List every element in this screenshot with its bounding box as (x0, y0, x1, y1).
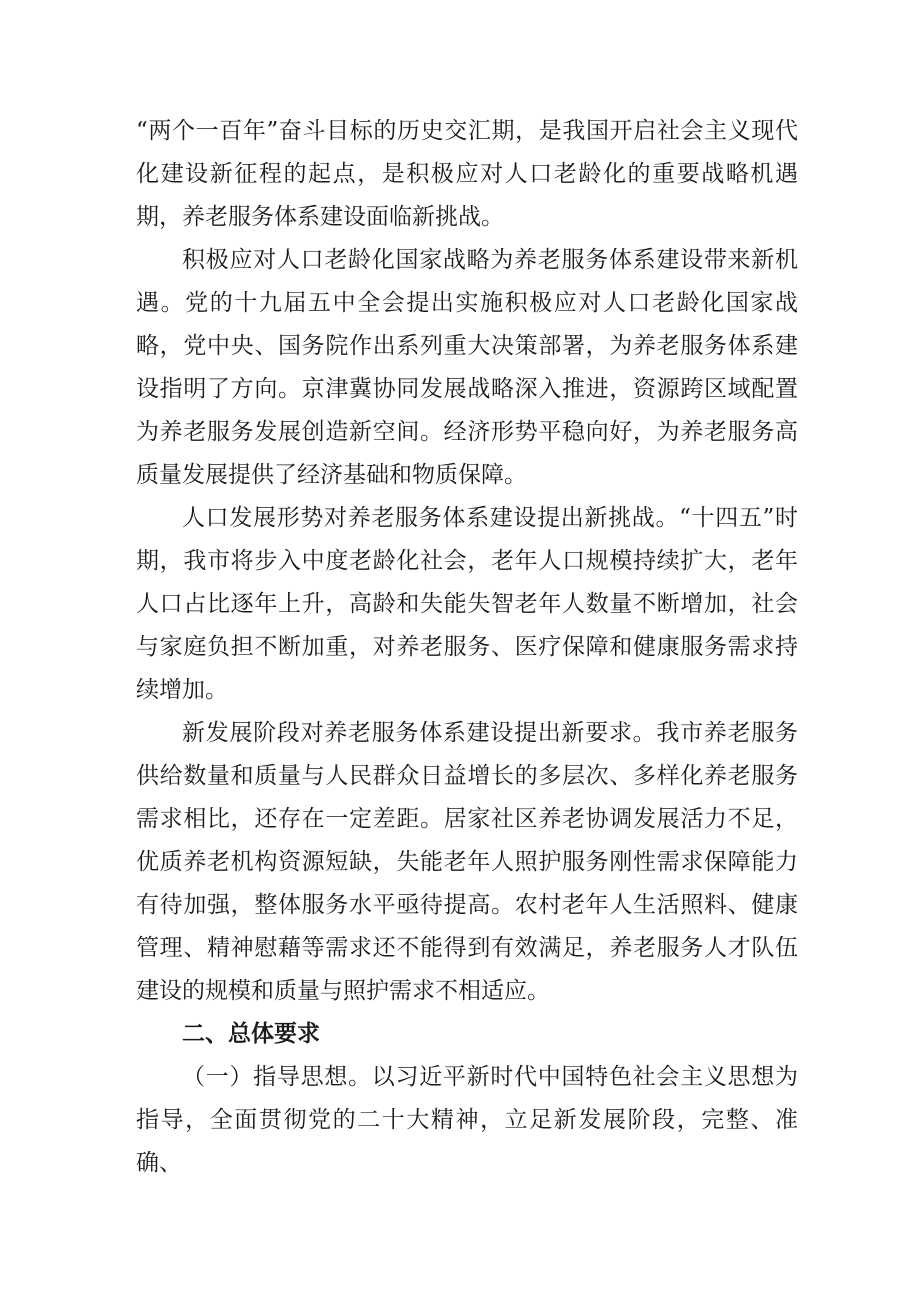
paragraph-2: 积极应对人口老龄化国家战略为养老服务体系建设带来新机遇。党的十九届五中全会提出实施积极应对人口老龄化国家战略，党中央、国务院作出系列重大决策部署，为养老服务体系建设指明了方向。京津冀协同发展战略深入推进，资源跨区域配置为养老服务发展创造新空间。经济形势平稳向好，为养老服务高质量发展提供了经济基础和物质保障。 (136, 247, 798, 488)
body-text (136, 110, 798, 1185)
paragraph-4: 新发展阶段对养老服务体系建设提出新要求。我市养老服务供给数量和质量与人民群众日益增长的多层次、多样化养老服务需求相比，还存在一定差距。居家社区养老协调发展活力不足，优质养老机构资源短缺，失能老年人照护服务刚性需求保障能力有待加强，整体服务水平亟待提高。农村老年人生活照料、健康管理、精神慰藉等需求还不能得到有效满足，养老服务人才队伍建设的规模和质量与照护需求不相适应。 (136, 720, 798, 1004)
paragraph-3: 人口发展形势对养老服务体系建设提出新挑战。“十四五”时期，我市将步入中度老龄化社会，老年人口规模持续扩大，老年人口占比逐年上升，高龄和失能失智老年人数量不断增加，社会与家庭负担不断加重，对养老服务、医疗保障和健康服务需求持续增加。 (136, 505, 798, 703)
section-heading: 二、总体要求 (182, 1021, 320, 1047)
paragraph-1: “两个一百年”奋斗目标的历史交汇期，是我国开启社会主义现代化建设新征程的起点，是积极应对人口老龄化的重要战略机遇期，养老服务体系建设面临新挑战。 (136, 118, 798, 230)
paragraph-5: （一）指导思想。以习近平新时代中国特色社会主义思想为指导，全面贯彻党的二十大精神，立足新发展阶段，完整、准确、 (136, 1064, 798, 1176)
